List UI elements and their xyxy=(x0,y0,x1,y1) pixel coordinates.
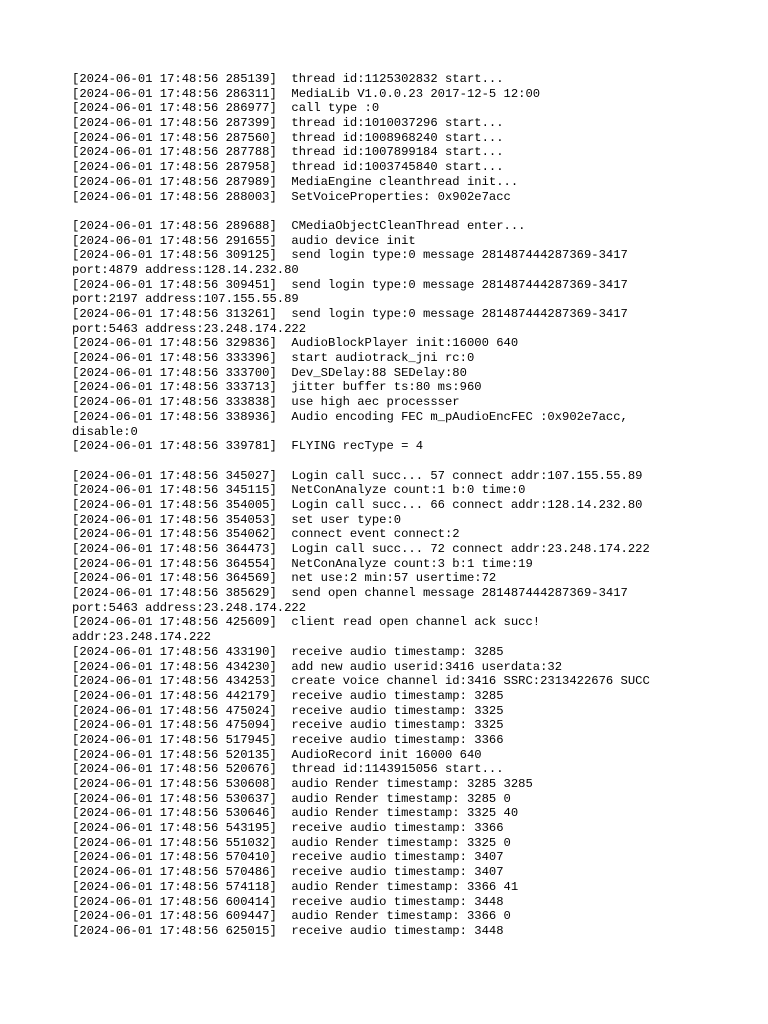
log-line: disable:0 xyxy=(72,424,138,439)
log-line: [2024-06-01 17:48:56 287560] thread id:1008968240 start... xyxy=(72,130,504,145)
log-line: [2024-06-01 17:48:56 364569] net use:2 min:57 usertime:72 xyxy=(72,571,497,586)
log-line: [2024-06-01 17:48:56 288003] SetVoiceProperties: 0x902e7acc xyxy=(72,189,511,204)
log-line: [2024-06-01 17:48:56 291655] audio device init xyxy=(72,233,416,248)
log-line: [2024-06-01 17:48:56 530608] audio Render timestamp: 3285 3285 xyxy=(72,777,533,791)
log-document xyxy=(72,72,752,939)
log-line: [2024-06-01 17:48:56 338936] Audio encoding FEC m_pAudioEncFEC :0x902e7acc, xyxy=(72,409,628,424)
log-line: [2024-06-01 17:48:56 570486] receive audio timestamp: 3407 xyxy=(72,865,504,880)
log-line: addr:23.248.174.222 xyxy=(72,630,211,645)
blank-line xyxy=(72,204,752,219)
log-line: [2024-06-01 17:48:56 345115] NetConAnalyze count:1 b:0 time:0 xyxy=(72,483,526,498)
log-line: [2024-06-01 17:48:56 574118] audio Render timestamp: 3366 41 xyxy=(72,879,519,894)
log-line: port:2197 address:107.155.55.89 xyxy=(72,292,299,307)
log-line: [2024-06-01 17:48:56 286311] MediaLib V1.0.0.23 2017-12-5 12:00 xyxy=(72,86,541,101)
log-line: [2024-06-01 17:48:56 354005] Login call succ... 66 connect addr:128.14.232.80 xyxy=(72,497,643,512)
log-line: [2024-06-01 17:48:56 364473] Login call succ... 72 connect addr:23.248.174.222 xyxy=(72,542,650,556)
log-line: [2024-06-01 17:48:56 570410] receive audio timestamp: 3407 xyxy=(72,850,504,865)
log-line: [2024-06-01 17:48:56 333700] Dev_SDelay:88 SEDelay:80 xyxy=(72,365,467,380)
blank-line xyxy=(72,454,752,469)
log-line: [2024-06-01 17:48:56 339781] FLYING recType = 4 xyxy=(72,439,424,454)
log-line: [2024-06-01 17:48:56 329836] AudioBlockPlayer init:16000 640 xyxy=(72,336,519,351)
log-line: [2024-06-01 17:48:56 520135] AudioRecord init 16000 640 xyxy=(72,747,482,762)
log-line: [2024-06-01 17:48:56 543195] receive audio timestamp: 3366 xyxy=(72,821,504,836)
log-line: [2024-06-01 17:48:56 433190] receive audio timestamp: 3285 xyxy=(72,644,504,659)
log-line: [2024-06-01 17:48:56 287958] thread id:1003745840 start... xyxy=(72,160,504,175)
log-line: [2024-06-01 17:48:56 354062] connect event connect:2 xyxy=(72,527,460,542)
log-line: [2024-06-01 17:48:56 442179] receive audio timestamp: 3285 xyxy=(72,688,504,703)
log-line: [2024-06-01 17:48:56 530637] audio Render timestamp: 3285 0 xyxy=(72,791,511,806)
log-line: [2024-06-01 17:48:56 289688] CMediaObjectCleanThread enter... xyxy=(72,218,526,233)
log-line: [2024-06-01 17:48:56 309451] send login type:0 message 281487444287369-3417 xyxy=(72,277,628,292)
log-line: [2024-06-01 17:48:56 434253] create voice channel id:3416 SSRC:2313422676 SUCC xyxy=(72,674,650,689)
log-line: [2024-06-01 17:48:56 625015] receive audio timestamp: 3448 xyxy=(72,923,504,938)
log-line: [2024-06-01 17:48:56 313261] send login type:0 message 281487444287369-3417 xyxy=(72,307,628,321)
log-line: [2024-06-01 17:48:56 551032] audio Render timestamp: 3325 0 xyxy=(72,835,511,850)
log-line: [2024-06-01 17:48:56 364554] NetConAnalyze count:3 b:1 time:19 xyxy=(72,556,533,571)
log-line: [2024-06-01 17:48:56 434230] add new audio userid:3416 userdata:32 xyxy=(72,659,563,674)
log-line: [2024-06-01 17:48:56 385629] send open channel message 281487444287369-3417 xyxy=(72,586,628,601)
log-line: [2024-06-01 17:48:56 287788] thread id:1007899184 start... xyxy=(72,145,504,160)
log-line: [2024-06-01 17:48:56 345027] Login call succ... 57 connect addr:107.155.55.89 xyxy=(72,468,643,483)
log-line: [2024-06-01 17:48:56 333838] use high aec processser xyxy=(72,395,460,410)
log-line: [2024-06-01 17:48:56 475024] receive audio timestamp: 3325 xyxy=(72,703,504,718)
log-line: [2024-06-01 17:48:56 520676] thread id:1143915056 start... xyxy=(72,762,504,777)
log-line: port:4879 address:128.14.232.80 xyxy=(72,262,299,277)
log-line: [2024-06-01 17:48:56 425609] client read open channel ack succ! xyxy=(72,615,541,630)
log-line: [2024-06-01 17:48:56 309125] send login type:0 message 281487444287369-3417 xyxy=(72,248,628,263)
log-line: [2024-06-01 17:48:56 475094] receive audio timestamp: 3325 xyxy=(72,718,504,733)
log-line: [2024-06-01 17:48:56 517945] receive audio timestamp: 3366 xyxy=(72,732,504,747)
log-line: [2024-06-01 17:48:56 354053] set user type:0 xyxy=(72,512,402,527)
log-line: [2024-06-01 17:48:56 333713] jitter buffer ts:80 ms:960 xyxy=(72,380,482,395)
log-line: [2024-06-01 17:48:56 530646] audio Render timestamp: 3325 40 xyxy=(72,806,519,821)
log-line: [2024-06-01 17:48:56 287399] thread id:1010037296 start... xyxy=(72,116,504,131)
log-line: [2024-06-01 17:48:56 285139] thread id:1125302832 start... xyxy=(72,72,504,86)
log-line: [2024-06-01 17:48:56 600414] receive audio timestamp: 3448 xyxy=(72,894,504,909)
log-line: [2024-06-01 17:48:56 609447] audio Render timestamp: 3366 0 xyxy=(72,909,511,924)
log-line: [2024-06-01 17:48:56 286977] call type :0 xyxy=(72,101,380,116)
log-line: [2024-06-01 17:48:56 333396] start audiotrack_jni rc:0 xyxy=(72,351,475,366)
log-line: port:5463 address:23.248.174.222 xyxy=(72,600,307,615)
log-line: [2024-06-01 17:48:56 287989] MediaEngine cleanthread init... xyxy=(72,174,519,189)
log-line: port:5463 address:23.248.174.222 xyxy=(72,321,307,336)
